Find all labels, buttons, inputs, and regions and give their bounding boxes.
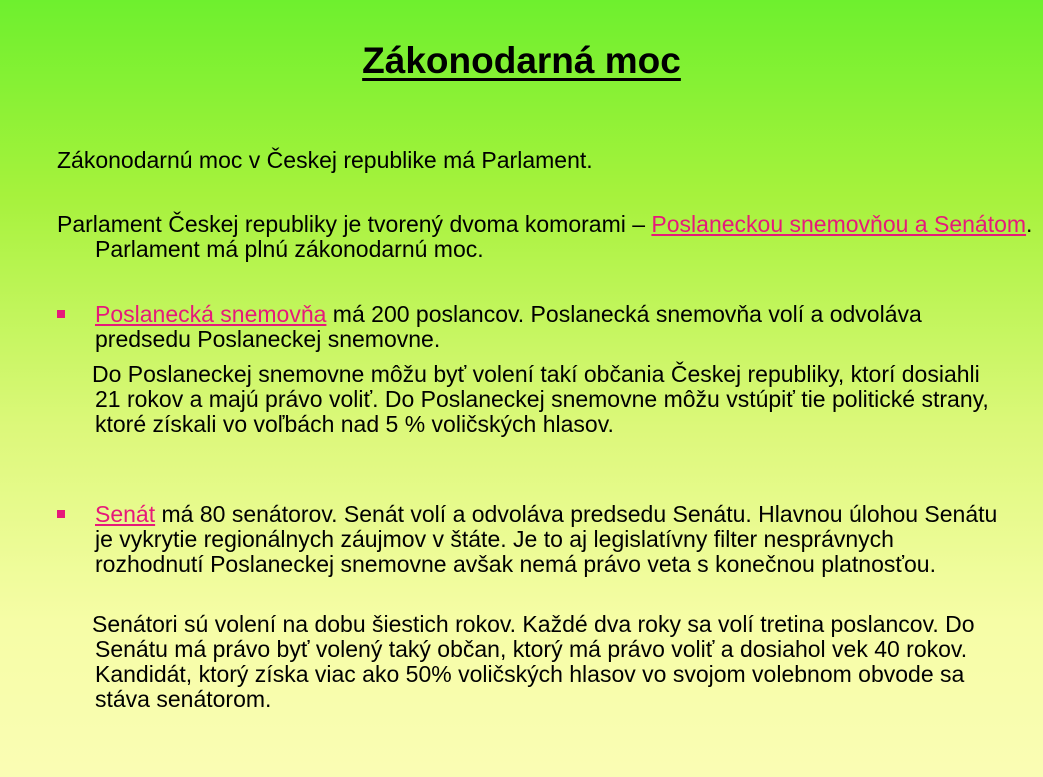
senate-description: má 80 senátorov. Senát volí a odvoláva predsedu Senátu. Hlavnou úlohou Senátu je vykrytie regionálnych záujmov v štáte. Je to aj legislatívny filter nesprávnych rozhodnutí Poslaneckej snemovne avšak nemá právo veta s konečnou platnosťou. (95, 501, 998, 577)
page-title: Zákonodarná moc (362, 40, 681, 81)
parliament-paragraph (57, 212, 1043, 262)
intro-paragraph: Zákonodarnú moc v Českej republike má Parlament. (57, 147, 593, 173)
chamber-link[interactable]: Poslanecká snemovňa (95, 301, 327, 327)
chamber-description: má 200 poslancov. Poslanecká snemovňa volí a odvoláva predsedu Poslaneckej snemovne. (95, 301, 922, 352)
bullet-icon (57, 510, 65, 518)
chamber-detail-paragraph: Do Poslaneckej snemovne môžu byť volení takí občania Českej republiky, ktorí dosiahli 21 rokov a majú právo voliť. Do Poslaneckej snemovne môžu vstúpiť tie politické strany, ktoré získali vo voľbách nad 5 % voličských hlasov. (92, 361, 989, 437)
bullet-icon (57, 310, 65, 318)
parliament-text-before: Parlament Českej republiky je tvorený dvoma komorami – (57, 211, 652, 237)
senate-link[interactable]: Senát (95, 501, 156, 527)
chambers-link[interactable]: Poslaneckou snemovňou a Senátom (651, 211, 1027, 237)
parliament-text-after: . Parlament má plnú zákonodarnú moc. (95, 211, 1033, 262)
chamber-bullet-item (57, 302, 1007, 352)
senate-bullet-text (95, 502, 1007, 577)
senate-bullet-item (57, 502, 1007, 577)
senate-detail-paragraph: Senátori sú volení na dobu šiestich rokov. Každé dva roky sa volí tretina poslancov. Do Senátu má právo byť volený taký občan, ktorý má právo voliť a dosiahol vek 40 rokov. Kandidát, ktorý získa viac ako 50% voličských hlasov vo svojom volebnom obvode sa stáva senátorom. (92, 611, 975, 712)
chamber-bullet-text (95, 302, 1007, 352)
